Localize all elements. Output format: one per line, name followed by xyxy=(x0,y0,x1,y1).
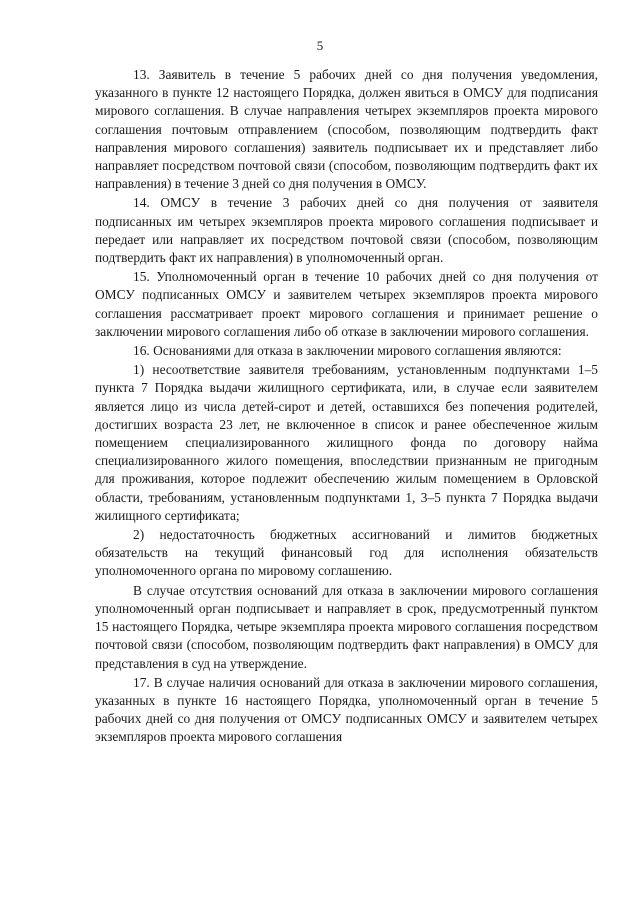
page-number: 5 xyxy=(316,38,324,53)
paragraph-14: 14. ОМСУ в течение 3 рабочих дней со дня получения от заявителя подписанных им четырех экземпляров проекта мирового соглашения подписывает и передает или направляет их посредством почтовой связи (способом, позволяющим подтвердить факт их направления) в уполномоченный орган. xyxy=(95,195,598,266)
paragraph-13: 13. Заявитель в течение 5 рабочих дней со дня получения уведомления, указанного в пункте 12 настоящего Порядка, должен явиться в ОМСУ для подписания мирового соглашения. В случае направления четырех экземпляров проекта мирового соглашения почтовым отправлением (способом, позволяющим подтвердить факт направления мирового соглашения) заявитель подписывает их и представляет либо направляет посредством почтовой связи (способом, позволяющим подтвердить факт их направления) в течение 3 дней со дня получения в ОМСУ. xyxy=(95,67,598,192)
paragraph-16-no-grounds: В случае отсутствия оснований для отказа в заключении мирового соглашения уполномоченный орган подписывает и направляет в срок, предусмотренный пунктом 15 настоящего Порядка, четыре экземпляра проекта мирового соглашения посредством почтовой связи (способом, позволяющим подтвердить факт направления) в ОМСУ для представления в суд на утверждение. xyxy=(95,582,598,671)
paragraph-16-item-1: 1) несоответствие заявителя требованиям, установленным подпунктами 1–5 пункта 7 Порядка выдачи жилищного сертификата, или, в случае если заявителем является лицо из числа детей-сирот и детей, оставшихся без попечения родителей, достигших возраста 23 лет, не включенное в список и ранее обеспеченное жилым помещением специализированного жилищного фонда по договору найма специализированного жилого помещения, впоследствии признанным не пригодным для проживания, которое подлежит обеспечению жилым помещением в Орловской области, требованиям, установленным подпунктами 1, 3–5 пункта 7 Порядка выдачи жилищного сертификата; xyxy=(95,362,598,523)
paragraph-16: 16. Основаниями для отказа в заключении мирового соглашения являются: xyxy=(133,343,562,359)
document-body xyxy=(95,66,598,748)
paragraph-17: 17. В случае наличия оснований для отказа в заключении мирового соглашения, указанных в пункте 16 настоящего Порядка, уполномоченный орган в течение 5 рабочих дней со дня получения от ОМСУ подписанных ОМСУ и заявителем четырех экземпляров проекта мирового соглашения xyxy=(95,674,598,745)
paragraph-15: 15. Уполномоченный орган в течение 10 рабочих дней со дня получения от ОМСУ подписанных ОМСУ и заявителем четырех экземпляров проекта мирового соглашения рассматривает проект мирового соглашения и принимает решение о заключении мирового соглашения либо об отказе в заключении мирового соглашения. xyxy=(95,269,598,339)
paragraph-16-item-2: 2) недостаточность бюджетных ассигнований и лимитов бюджетных обязательств на текущий финансовый год для исполнения обязательств уполномоченного органа по мировому соглашению. xyxy=(95,527,598,579)
